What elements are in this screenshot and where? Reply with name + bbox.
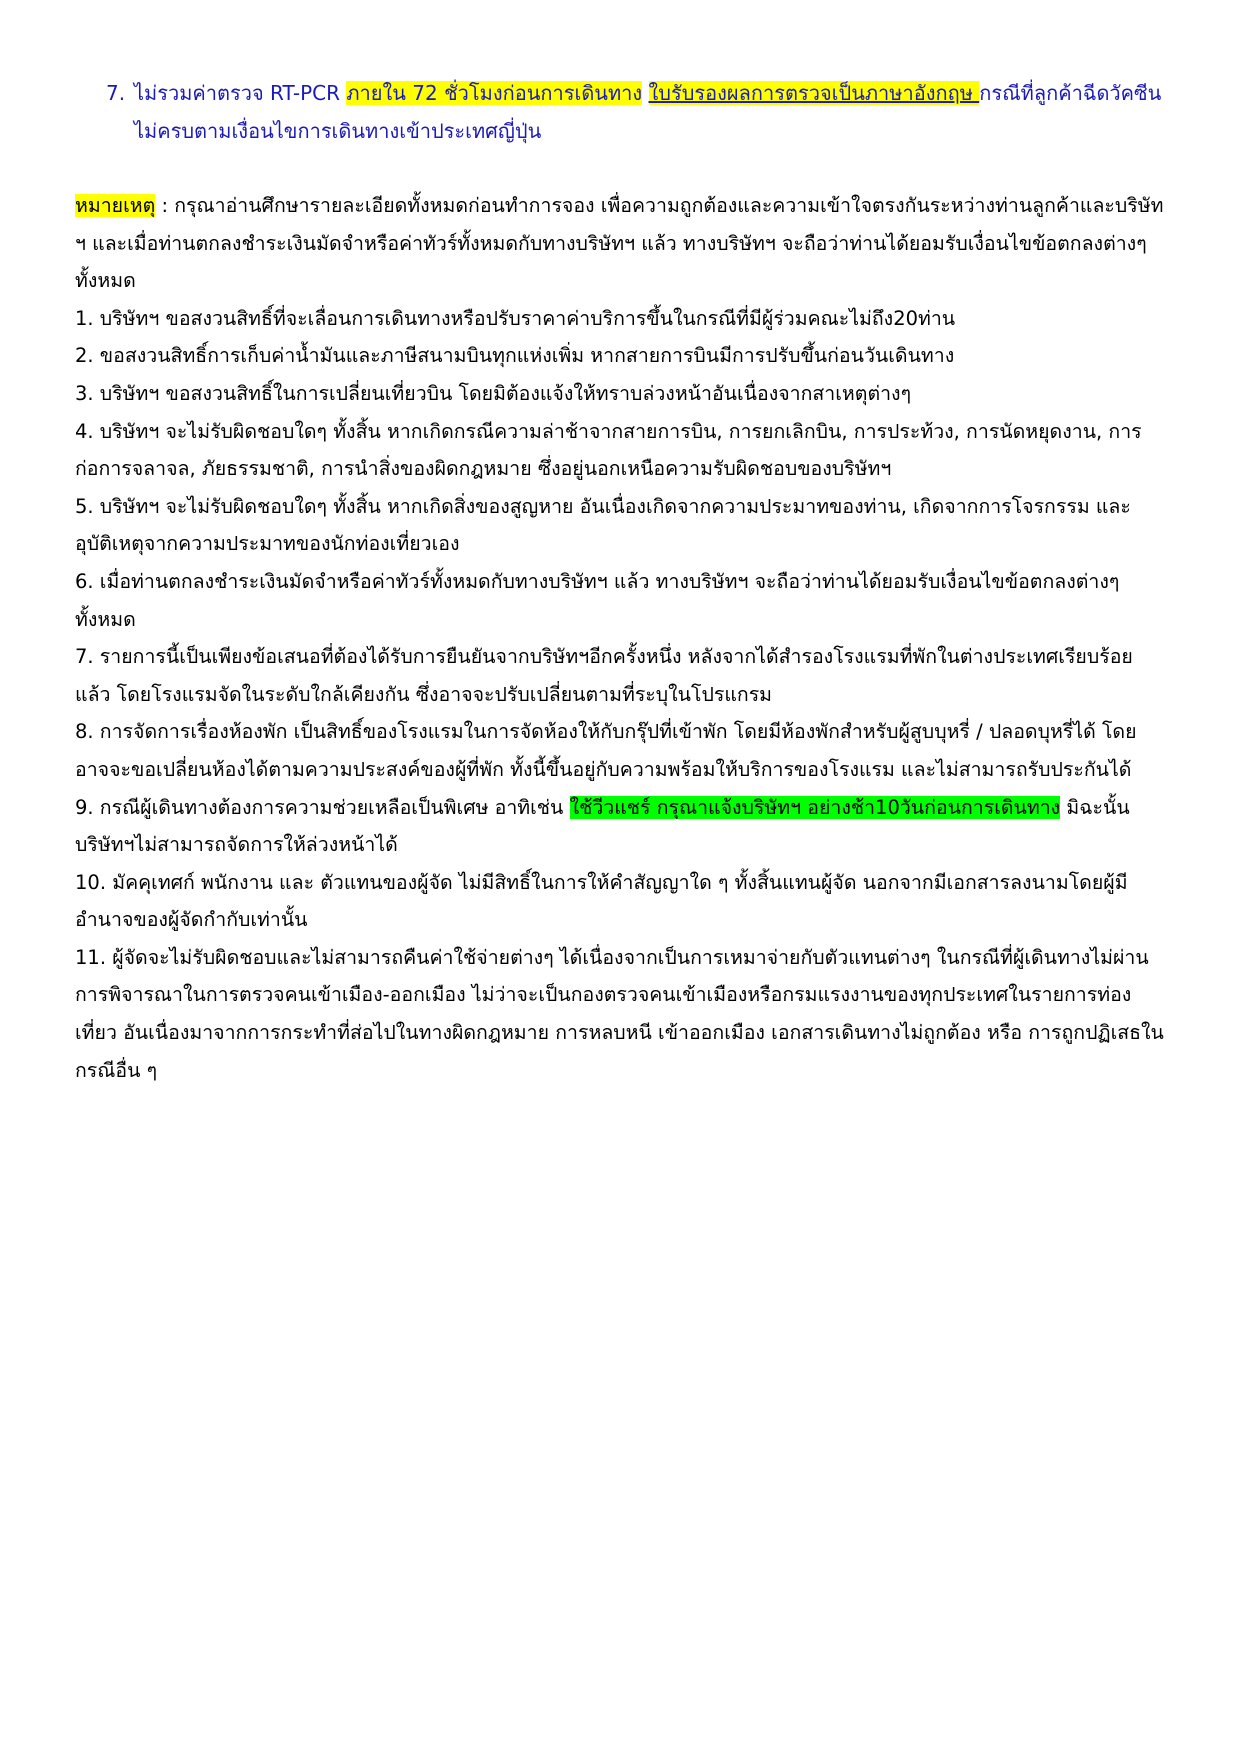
- condition-9: [75, 789, 1168, 864]
- condition-9-text-a: 9. กรณีผู้เดินทางต้องการความช่วยเหลือเป็นพิเศษ อาทิเช่น: [75, 795, 570, 819]
- condition-6: 6. เมื่อท่านตกลงชำระเงินมัดจำหรือค่าทัวร์ทั้งหมดกับทางบริษัทฯ แล้ว ทางบริษัทฯ จะถือว่าท่านได้ยอมรับเงื่อนไขข้อตกลงต่างๆ ทั้งหมด: [75, 569, 1120, 631]
- condition-7: 7. รายการนี้เป็นเพียงข้อเสนอที่ต้องได้รับการยืนยันจากบริษัทฯอีกครั้งหนึ่ง หลังจากได้สำรองโรงแรมที่พักในต่างประเทศเรียบร้อยแล้ว โดยโรงแรมจัดในระดับใกล้เคียงกัน ซึ่งอาจจะปรับเปลี่ยนตามที่ระบุในโปรแกรม: [75, 645, 1133, 706]
- item-text-a: ไม่รวมค่าตรวจ RT-PCR: [134, 81, 347, 105]
- item-number: 7.: [106, 81, 126, 105]
- exclusion-item-7: [106, 74, 1168, 150]
- condition-1: 1. บริษัทฯ ขอสงวนสิทธิ์ที่จะเลื่อนการเดินทางหรือปรับราคาค่าบริการขึ้นในกรณีที่มีผู้ร่วมคณะไม่ถึง20ท่าน: [75, 306, 956, 330]
- item-text: [106, 74, 1168, 150]
- remark-paragraph: [75, 187, 1168, 300]
- remark-label: หมายเหตุ: [75, 194, 156, 217]
- item-text-b: กรณีที่ลูกค้าฉีดวัคซีนไม่ครบตามเงื่อนไขการเดินทางเข้าประเทศญี่ปุ่น: [134, 81, 1162, 143]
- remark-text: : กรุณาอ่านศึกษารายละเอียดทั้งหมดก่อนทำการจอง เพื่อความถูกต้องและความเข้าใจตรงกันระหว่างท่านลูกค้าและบริษัท ฯ และเมื่อท่านตกลงชำระเงินมัดจำหรือค่าทัวร์ทั้งหมดกับทางบริษัทฯ แล้ว ทางบริษัทฯ จะถือว่าท่านได้ยอมรับเงื่อนไขข้อตกลงต่างๆ ทั้งหมด: [75, 194, 1164, 293]
- condition-10: 10. มัคคุเทศก์ พนักงาน และ ตัวแทนของผู้จัด ไม่มีสิทธิ์ในการให้คำสัญญาใด ๆ ทั้งสิ้นแทนผู้จัด นอกจากมีเอกสารลงนามโดยผู้มีอำนาจของผู้จัดกำกับเท่านั้น: [75, 870, 1128, 932]
- condition-2: 2. ขอสงวนสิทธิ์การเก็บค่าน้ำมันและภาษีสนามบินทุกแห่งเพิ่ม หากสายการบินมีการปรับขึ้นก่อนวันเดินทาง: [75, 344, 955, 368]
- item-space: [642, 81, 648, 105]
- condition-9-text-b: มิฉะนั้นบริษัทฯไม่สามารถจัดการให้ล่วงหน้าได้: [75, 795, 1130, 857]
- condition-3: 3. บริษัทฯ ขอสงวนสิทธิ์ในการเปลี่ยนเที่ยวบิน โดยมิต้องแจ้งให้ทราบล่วงหน้าอันเนื่องจากสาเหตุต่างๆ: [75, 381, 912, 405]
- condition-5: 5. บริษัทฯ จะไม่รับผิดชอบใดๆ ทั้งสิ้น หากเกิดสิ่งของสูญหาย อันเนื่องเกิดจากความประมาทของท่าน, เกิดจากการโจรกรรม และอุบัติเหตุจากความประมาทของนักท่องเที่ยวเอง: [75, 494, 1131, 556]
- condition-11: 11. ผู้จัดจะไม่รับผิดชอบและไม่สามารถคืนค่าใช้จ่ายต่างๆ ได้เนื่องจากเป็นการเหมาจ่ายกับตัวแทนต่างๆ ในกรณีที่ผู้เดินทางไม่ผ่านการพิจารณาในการตรวจคนเข้าเมือง-ออกเมือง ไม่ว่าจะเป็นกองตรวจคนเข้าเมืองหรือกรมแรงงานของทุกประเทศในรายการท่องเที่ยว อันเนื่องมาจากการกระทำที่ส่อไปในทางผิดกฎหมาย การหลบหนี เข้าออกเมือง เอกสารเดินทางไม่ถูกต้อง หรือ การถูกปฏิเสธในกรณีอื่น ๆ: [75, 945, 1164, 1082]
- highlight-english-certificate: ใบรับรองผลการตรวจเป็นภาษาอังกฤษ: [648, 81, 980, 105]
- highlight-wheelchair: ใช้วีวแชร์ กรุณาแจ้งบริษัทฯ อย่างช้า10วันก่อนการเดินทาง: [569, 795, 1061, 819]
- condition-8: 8. การจัดการเรื่องห้องพัก เป็นสิทธิ์ของโรงแรมในการจัดห้องให้กับกรุ๊ปที่เข้าพัก โดยมีห้องพักสำหรับผู้สูบบุหรี่ / ปลอดบุหรี่ได้ โดยอาจจะขอเปลี่ยนห้องได้ตามความประสงค์ของผู้ที่พัก ทั้งนี้ขึ้นอยู่กับความพร้อมให้บริการของโรงแรม และไม่สามารถรับประกันได้: [75, 720, 1137, 781]
- highlight-72-hours: ภายใน 72 ชั่วโมงก่อนการเดินทาง: [346, 81, 643, 105]
- remarks-section: [75, 187, 1168, 1089]
- condition-4: 4. บริษัทฯ จะไม่รับผิดชอบใดๆ ทั้งสิ้น หากเกิดกรณีความล่าช้าจากสายการบิน, การยกเลิกบิน, การประท้วง, การนัดหยุดงาน, การก่อการจลาจล, ภัยธรรมชาติ, การนำสิ่งของผิดกฎหมาย ซึ่งอยู่นอกเหนือความรับผิดชอบของบริษัทฯ: [75, 419, 1142, 481]
